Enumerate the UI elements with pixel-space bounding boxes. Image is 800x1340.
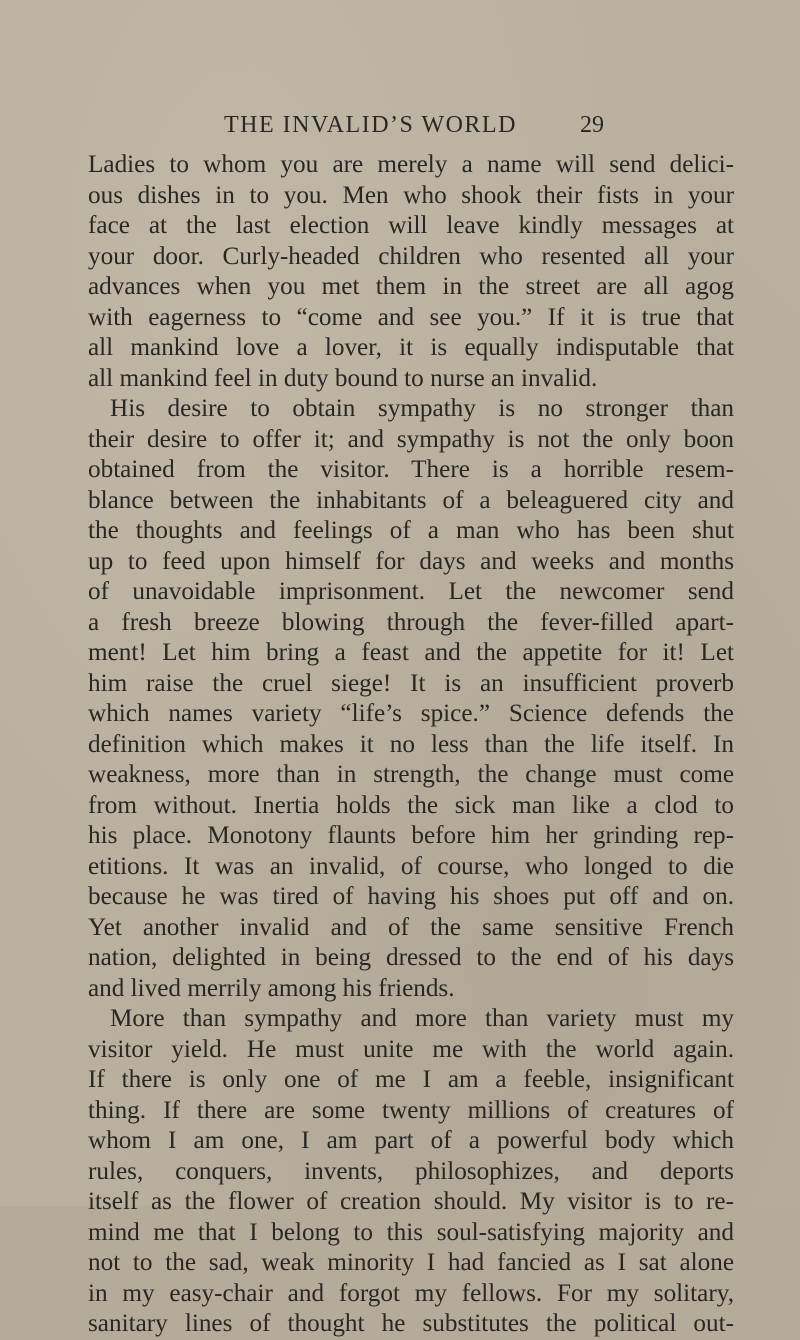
text-line: Ladies to whom you are merely a name will send delici- [88, 151, 734, 178]
text-line: sanitary lines of thought he substitutes the political out- [88, 1310, 734, 1337]
text-line: mind me that I belong to this soul-satisfying majority and [88, 1218, 734, 1246]
text-line: all mankind love a lover, it is equally indisputable that [88, 334, 734, 361]
text-line: Yet another invalid and of the same sensitive French [88, 913, 734, 941]
text-line: with eagerness to “come and see you.” If it is true that [88, 303, 734, 331]
page-number: 29 [580, 112, 604, 138]
text-line: itself as the flower of creation should. My visitor is to re- [88, 1188, 734, 1215]
text-line: face at the last election will leave kindly messages at [88, 212, 734, 239]
text-line: ous dishes in to you. Men who shook their fists in your [88, 181, 734, 209]
text-line: weakness, more than in strength, the change must come [88, 761, 734, 788]
text-line: their desire to offer it; and sympathy is not the only boon [88, 425, 734, 453]
text-line: advances when you met them in the street are all agog [88, 273, 734, 300]
text-line: the thoughts and feelings of a man who has been shut [88, 517, 734, 544]
text-line: nation, delighted in being dressed to the end of his days [88, 944, 734, 971]
paragraph-end-line: and lived merrily among his friends. [88, 974, 455, 1002]
page-header [224, 112, 604, 140]
text-line: his place. Monotony flaunts before him her grinding rep- [88, 822, 734, 849]
text-line: not to the sad, weak minority I had fancied as I sat alone [88, 1249, 734, 1276]
text-line: up to feed upon himself for days and weeks and months [88, 547, 734, 575]
text-line: of unavoidable imprisonment. Let the newcomer send [88, 578, 734, 605]
paragraph-start-line: His desire to obtain sympathy is no stronger than [110, 395, 734, 422]
text-line: rules, conquers, invents, philosophizes, and deports [88, 1157, 734, 1185]
text-line: obtained from the visitor. There is a horrible resem- [88, 456, 734, 483]
text-line: whom I am one, I am part of a powerful body which [88, 1127, 734, 1154]
text-line: etitions. It was an invalid, of course, who longed to die [88, 852, 734, 880]
paragraph-start-line: More than sympathy and more than variety must my [110, 1005, 734, 1032]
text-line: from without. Inertia holds the sick man like a clod to [88, 791, 734, 819]
text-line: ment! Let him bring a feast and the appetite for it! Let [88, 639, 734, 666]
paragraph-end-line: all mankind feel in duty bound to nurse an invalid. [88, 364, 598, 392]
running-title: THE INVALID’S WORLD [224, 112, 517, 138]
text-line: your door. Curly-headed children who resented all your [88, 242, 734, 270]
text-line: a fresh breeze blowing through the fever-filled apart- [88, 608, 734, 636]
text-line: thing. If there are some twenty millions of creatures of [88, 1096, 734, 1124]
text-line: in my easy-chair and forgot my fellows. For my solitary, [88, 1279, 734, 1307]
body-text [88, 150, 734, 1340]
text-line: because he was tired of having his shoes put off and on. [88, 883, 734, 910]
text-line: visitor yield. He must unite me with the world again. [88, 1035, 734, 1063]
text-line: blance between the inhabitants of a beleaguered city and [88, 486, 734, 514]
text-line: definition which makes it no less than the life itself. In [88, 730, 734, 758]
text-line: him raise the cruel siege! It is an insufficient proverb [88, 669, 734, 697]
text-line: If there is only one of me I am a feeble, insignificant [88, 1066, 734, 1093]
text-line: which names variety “life’s spice.” Science defends the [88, 700, 734, 727]
